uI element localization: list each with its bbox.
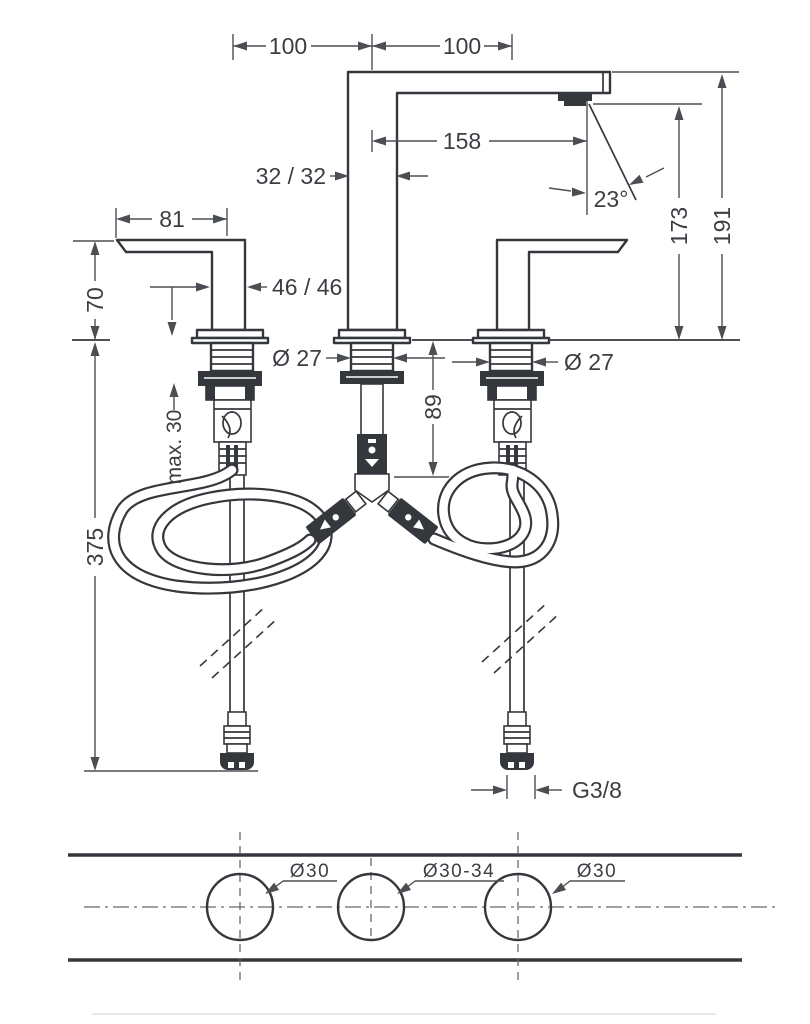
left-handle — [117, 240, 245, 330]
dim-label-max-mounting-thickness: max. 30 — [163, 409, 186, 485]
tee-right-arm — [376, 489, 438, 545]
aerator — [558, 93, 592, 101]
label-left-hole — [265, 861, 337, 894]
hole-label-center: Ø30-34 — [422, 861, 496, 882]
dim-label-handle-profile: 46 / 46 — [272, 274, 343, 300]
left-escutcheon-shank — [192, 330, 268, 371]
dimension-annotations — [73, 33, 739, 803]
pipe-break-mark — [200, 606, 266, 666]
dim-label-outlet-height: 173 — [666, 206, 692, 246]
pipe-foot — [220, 753, 254, 770]
dim-overall-height — [612, 72, 739, 340]
dim-label-spacing-left: 100 — [268, 33, 308, 59]
center-mounting-nut — [340, 371, 404, 384]
dim-thread — [471, 775, 622, 803]
hole-pattern-diagram — [68, 832, 776, 1014]
center-check-valve — [357, 384, 387, 474]
left-supply-pipe — [200, 472, 278, 770]
left-mounting-nut — [198, 371, 262, 400]
dim-handle-height — [73, 241, 114, 340]
dim-label-handle-height: 70 — [82, 287, 108, 313]
dim-label-spout-reach: 158 — [442, 128, 482, 154]
dim-label-spout-profile: 32 / 32 — [255, 163, 326, 189]
left-supply-hose — [114, 470, 327, 588]
right-supply-hose — [434, 468, 553, 562]
dim-label-hose-length: 375 — [82, 527, 108, 567]
right-handle — [497, 240, 627, 330]
dim-label-underdeck-height: 89 — [420, 394, 446, 420]
label-center-hole — [397, 861, 504, 894]
dim-max-mounting-thickness — [163, 383, 186, 484]
dim-hole-spacing — [233, 33, 512, 70]
tee-connector — [305, 474, 438, 544]
label-right-hole — [552, 861, 625, 894]
dim-outlet-height — [593, 104, 702, 340]
right-mounting-nut — [480, 371, 544, 400]
dim-spout-profile — [256, 163, 428, 189]
dim-underdeck-height — [394, 341, 449, 477]
pipe-break-mark — [212, 618, 278, 678]
center-escutcheon-shank — [334, 330, 410, 371]
dim-handle-length — [116, 206, 227, 238]
dim-label-spacing-right: 100 — [442, 33, 482, 59]
dim-spray-angle — [549, 168, 664, 212]
dim-label-overall-height: 191 — [709, 206, 735, 246]
hole-label-left: Ø30 — [289, 861, 331, 882]
dim-label-spray-angle: 23° — [593, 186, 629, 212]
pipe-foot — [500, 753, 534, 770]
dim-label-shank-dia-right: Ø 27 — [564, 349, 614, 375]
dim-label-handle-length: 81 — [159, 206, 185, 232]
dim-label-thread: G3/8 — [572, 777, 622, 803]
dim-label-shank-dia-center: Ø 27 — [272, 345, 322, 371]
dim-spout-reach — [372, 128, 587, 154]
right-escutcheon-shank — [473, 330, 549, 371]
hole-label-right: Ø30 — [576, 861, 618, 882]
